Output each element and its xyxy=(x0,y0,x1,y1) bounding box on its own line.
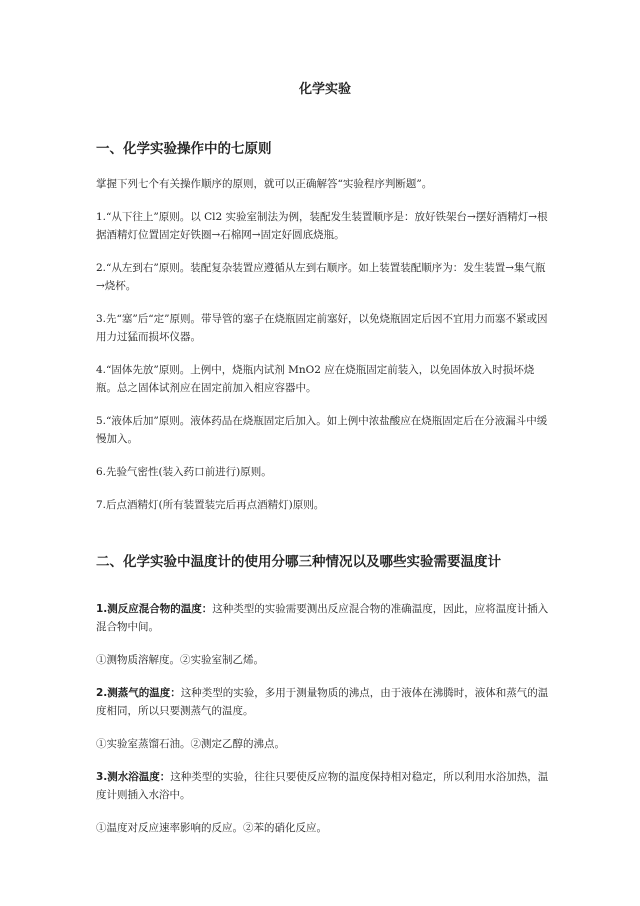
thermometer-case-2-examples: ①实验室蒸馏石油。②测定乙醇的沸点。 xyxy=(96,738,285,750)
thermometer-case-3 xyxy=(96,768,554,804)
thermometer-case-1 xyxy=(96,600,554,636)
page-title: 化学实验 xyxy=(298,82,351,97)
thermometer-case-3-text: 这种类型的实验，往往只要使反应物的温度保持相对稳定，所以利用水浴加热，温度计则插入水浴中。 xyxy=(96,771,549,801)
thermometer-case-1-label: 1.测反应混合物的温度： xyxy=(96,603,213,615)
thermometer-case-2-text: 这种类型的实验，多用于测量物质的沸点，由于液体在沸腾时，液体和蒸气的温度相同，所以只要测蒸气的温度。 xyxy=(96,687,549,717)
principle-item-1: 1.“从下往上”原则。以 Cl2 实验室制法为例，装配发生装置顺序是：放好铁架台→摆好酒精灯→根据酒精灯位置固定好铁圈→石棉网→固定好圆底烧瓶。 xyxy=(96,211,548,241)
thermometer-case-2-label: 2.测蒸气的温度： xyxy=(96,687,181,699)
principle-item-6: 6.先验气密性(装入药口前进行)原则。 xyxy=(96,466,272,478)
thermometer-case-3-label: 3.测水浴温度： xyxy=(96,771,171,783)
principle-item-5: 5.“液体后加”原则。液体药品在烧瓶固定后加入。如上例中浓盐酸应在烧瓶固定后在分液漏斗中缓慢加入。 xyxy=(96,415,548,445)
section-1-intro: 掌握下列七个有关操作顺序的原则，就可以正确解答“实验程序判断题”。 xyxy=(96,178,433,190)
thermometer-case-1-examples: ①测物质溶解度。②实验室制乙烯。 xyxy=(96,654,264,666)
principle-item-7: 7.后点酒精灯(所有装置装完后再点酒精灯)原则。 xyxy=(96,499,325,511)
thermometer-case-2 xyxy=(96,684,554,720)
principle-item-2: 2.“从左到右”原则。装配复杂装置应遵循从左到右顺序。如上装置装配顺序为：发生装置→集气瓶→烧杯。 xyxy=(96,262,546,292)
thermometer-case-3-examples: ①温度对反应速率影响的反应。②苯的硝化反应。 xyxy=(96,822,327,834)
principle-item-3: 3.先“塞”后“定”原则。带导管的塞子在烧瓶固定前塞好，以免烧瓶固定后因不宜用力而塞不紧或因用力过猛而损坏仪器。 xyxy=(96,313,548,343)
section-heading-2: 二、化学实验中温度计的使用分哪三种情况以及哪些实验需要温度计 xyxy=(96,554,501,570)
section-heading-1: 一、化学实验操作中的七原则 xyxy=(96,141,272,157)
thermometer-case-1-text: 这种类型的实验需要测出反应混合物的准确温度，因此，应将温度计插入混合物中间。 xyxy=(96,603,549,633)
principle-item-4: 4.“固体先放”原则。上例中，烧瓶内试剂 MnO2 应在烧瓶固定前装入，以免固体放入时损坏烧瓶。总之固体试剂应在固定前加入相应容器中。 xyxy=(96,364,535,394)
